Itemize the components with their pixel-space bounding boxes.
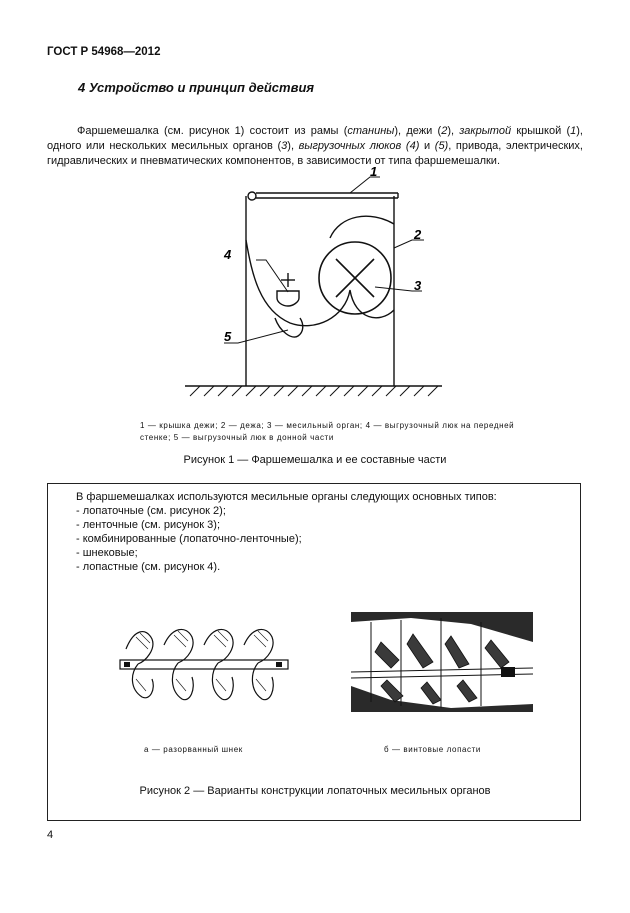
list-item: - комбинированные (лопаточно-ленточные); [76,533,302,545]
box-lead-text: В фаршемешалках используются месильные органы следующих основных типов: [76,491,497,503]
figure2b-caption: б — винтовые лопасти [384,745,481,754]
figure2-caption: Рисунок 2 — Варианты конструкции лопаточных месильных органов [139,785,491,797]
broken-auger-image [116,619,292,709]
bottom-hatch-item-5 [275,318,303,337]
label-3: 3 [414,278,422,293]
helical-blades-image [351,612,533,712]
label-1: 1 [370,164,378,179]
intro-paragraph: Фаршемешалка (см. рисунок 1) состоит из рамы (станины), дежи (2), закрытой крышкой (1), одного или нескольких месильных органов (3), выгрузочных люков (4) и (5), привода, электрических, гидравлических и пневматических компонентов, в зависимости от типа фаршемешалки. [47,125,583,167]
mixing-element-item-3 [319,242,391,314]
list-item: - лопаточные (см. рисунок 2); [76,505,226,517]
document-id-header: ГОСТ Р 54968—2012 [47,46,161,58]
label-5: 5 [224,329,232,344]
figure1-caption: Рисунок 1 — Фаршемешалка и ее составные части [183,454,447,466]
mixing-elements-box [47,483,581,821]
figure1-legend: 1 — крышка дежи; 2 — дежа; 3 — месильный орган; 4 — выгрузочный люк на передней стенке; 5 — выгрузочный люк в донной части [140,421,515,442]
lid-item-1 [248,192,398,200]
mixer-frame [246,196,394,386]
page-number: 4 [47,829,54,841]
figure2a-caption: а — разорванный шнек [144,745,243,754]
section-title: 4 Устройство и принцип действия [78,80,315,95]
mixing-types-list [76,504,302,574]
label-2: 2 [414,227,422,242]
list-item: - ленточные (см. рисунок 3); [76,519,221,531]
floor-hatch [185,386,442,396]
list-item: - лопастные (см. рисунок 4). [76,561,221,573]
front-hatch-item-4 [277,273,299,306]
mixer-diagram [180,160,450,400]
label-4: 4 [224,247,232,262]
list-item: - шнековые; [76,547,138,559]
